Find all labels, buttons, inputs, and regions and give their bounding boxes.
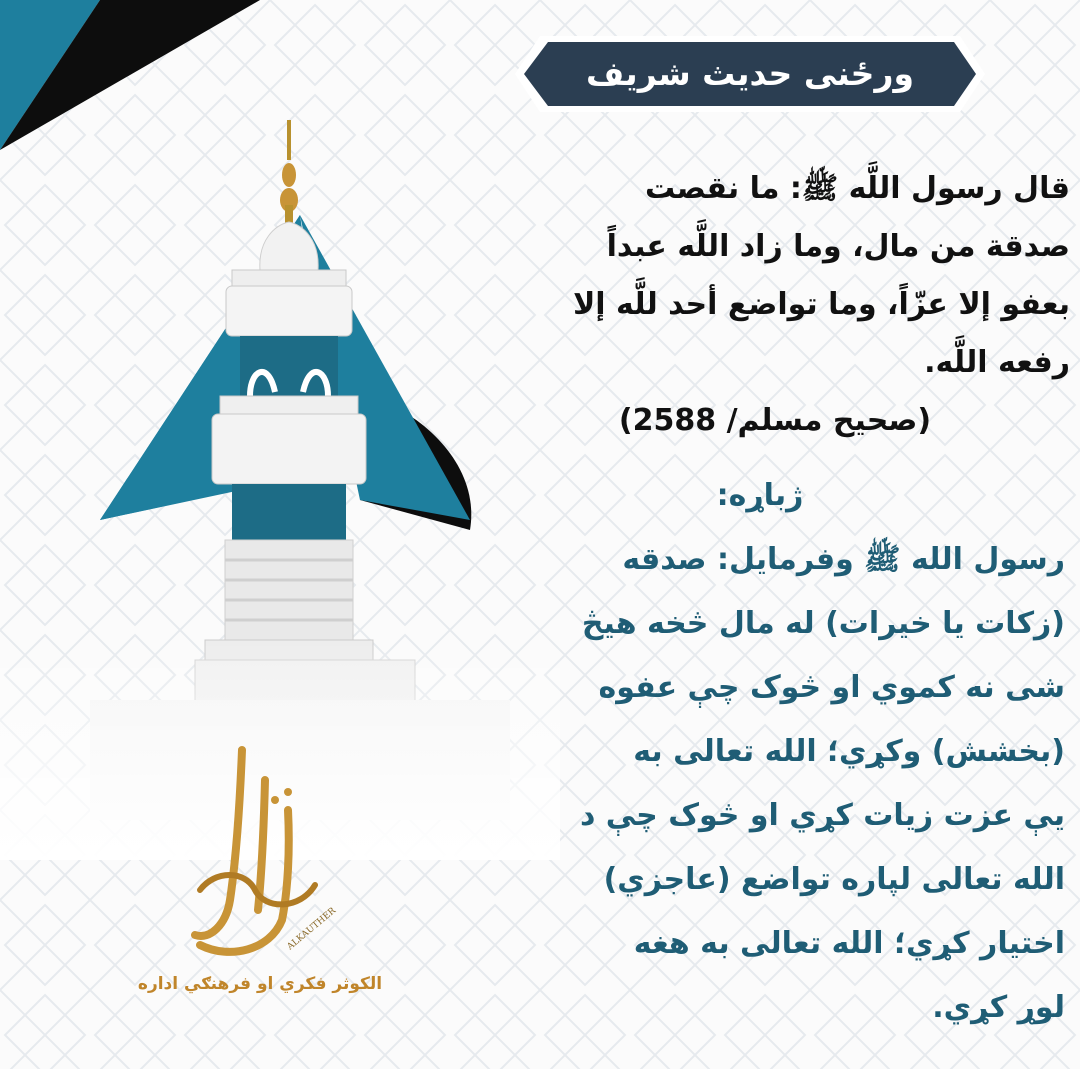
banner-title: ورځنی حدیث شریف (586, 54, 914, 93)
translation-line: الله تعالی لپاره تواضع (عاجزي) (603, 862, 1065, 897)
organization-name: الکوثر فکري او فرهنګي اداره (137, 974, 383, 994)
hadith-reference: (صحيح مسلم/ 2588) (618, 403, 932, 438)
hadith-line: صدقة من مال، وما زاد اللَّه عبداً (606, 229, 1070, 264)
translation-line: شی نه کموي او څوک چې عفوه (598, 670, 1065, 705)
translation-line: لوړ کړي. (932, 990, 1065, 1025)
translation-line: یې عزت زیات کړي او څوک چې د (579, 798, 1065, 833)
translation-line: (بخشش) وکړي؛ الله تعالی به (633, 734, 1065, 769)
alkauther-logo (170, 740, 350, 970)
translation-line: رسول الله ﷺ وفرمایل: صدقه (622, 542, 1065, 577)
hadith-line: قال رسول اللَّه ﷺ: ما نقصت (644, 171, 1070, 206)
logo-latin: ALKAUTHER (285, 905, 338, 953)
hadith-line: رفعه اللَّه. (924, 345, 1070, 380)
translation (455, 464, 1065, 1040)
translation-line: اختیار کړي؛ الله تعالی به هغه (633, 926, 1065, 961)
translation-heading: ژباړه: (716, 478, 804, 513)
hadith-line: بعفو إلا عزّاً، وما تواضع أحد للَّه إلا (572, 287, 1070, 322)
translation-line: (زکات یا خیرات) له مال څخه هیڅ (581, 606, 1065, 641)
hadith-arabic (480, 160, 1070, 450)
